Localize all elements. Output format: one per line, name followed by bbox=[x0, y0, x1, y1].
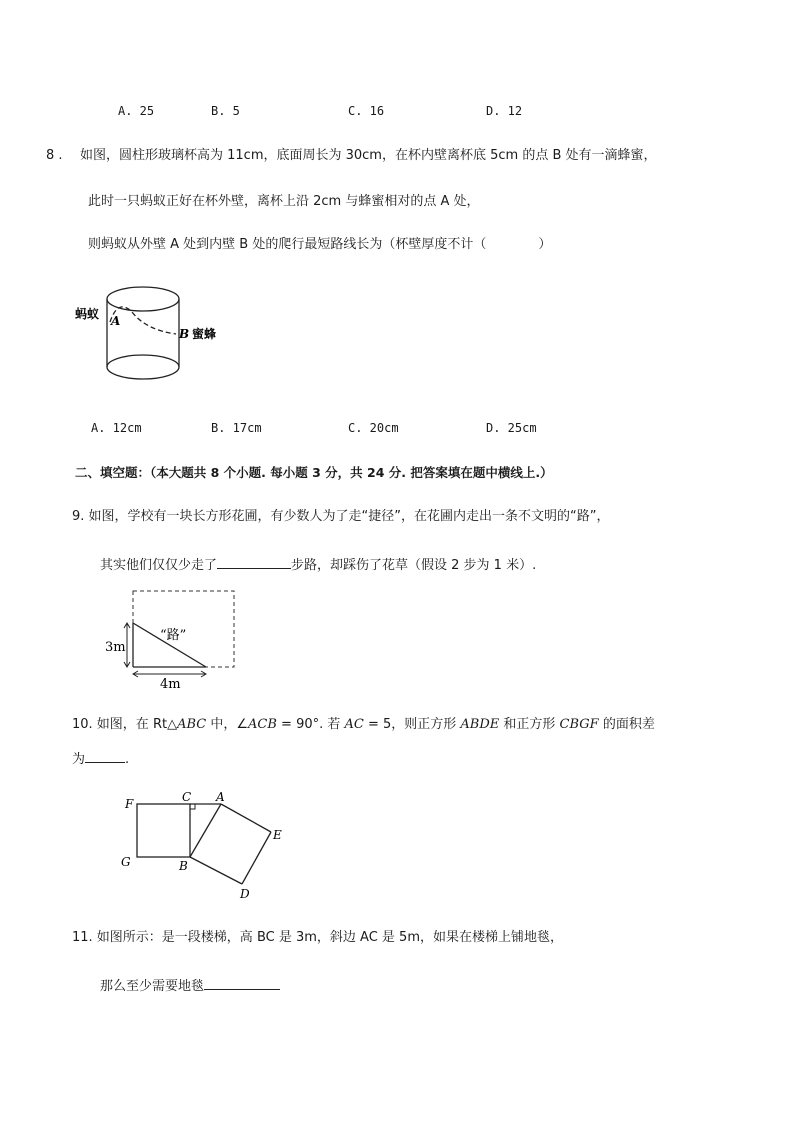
q9-line2-b: 步路，却踩伤了花草（假设 2 步为 1 米）. bbox=[291, 558, 537, 573]
q10-line1-b: ABC bbox=[177, 717, 207, 732]
q8-line3 bbox=[88, 236, 551, 254]
q7-option-a: A. 25 bbox=[118, 104, 155, 118]
label-a: A bbox=[216, 790, 225, 804]
q11-answer-blank[interactable] bbox=[204, 975, 280, 990]
point-b-label: B bbox=[179, 327, 190, 341]
q7-option-c: C. 16 bbox=[348, 104, 385, 118]
q10-line1-e: = 90°. 若 bbox=[276, 717, 345, 732]
q9-answer-blank[interactable] bbox=[217, 554, 291, 569]
q7-option-d: D. 12 bbox=[486, 104, 523, 118]
label-c: C bbox=[182, 790, 192, 804]
q8-option-a: A. 12cm bbox=[91, 421, 142, 435]
point-a-label: A bbox=[111, 314, 121, 328]
q10-line1 bbox=[72, 716, 655, 734]
label-g: G bbox=[121, 855, 131, 869]
q11-line2-text: 那么至少需要地毯 bbox=[100, 979, 205, 994]
height-label: 3m bbox=[105, 640, 126, 655]
q10-line2-a: 为 bbox=[72, 752, 86, 767]
cylinder-figure bbox=[70, 278, 217, 390]
q10-line1-i: 和正方形 bbox=[499, 717, 560, 732]
label-b: B bbox=[179, 859, 188, 873]
q10-line1-f: AC bbox=[344, 717, 364, 732]
road-label: “路” bbox=[160, 628, 187, 643]
q10-line1-a: 10. 如图，在 Rt△ bbox=[72, 717, 178, 732]
q9-line2-a: 其实他们仅仅少走了 bbox=[100, 558, 218, 573]
q8-option-c: C. 20cm bbox=[348, 421, 399, 435]
q8-line3-text: 则蚂蚁从外壁 A 处到内壁 B 处的爬行最短路线长为（杯壁厚度不计（ bbox=[88, 237, 487, 252]
q8-line2: 此时一只蚂蚁正好在杯外壁，离杯上沿 2cm 与蜂蜜相对的点 A 处， bbox=[88, 194, 480, 209]
garden-figure bbox=[100, 585, 240, 691]
ant-label: 蚂蚁 bbox=[75, 307, 100, 321]
q8-line1: 如图，圆柱形玻璃杯高为 11cm，底面周长为 30cm，在杯内壁离杯底 5cm 的点 B 处有一滴蜂蜜， bbox=[80, 148, 657, 163]
q9-line1: 9. 如图，学校有一块长方形花圃，有少数人为了走“捷径”，在花圃内走出一条不文明的“路”， bbox=[72, 509, 610, 524]
q8-number: 8 . bbox=[46, 148, 63, 163]
bee-label: 蜜蜂 bbox=[192, 327, 217, 341]
q10-line1-g: = 5，则正方形 bbox=[363, 717, 461, 732]
q10-line1-j: CBGF bbox=[559, 717, 599, 732]
squares-figure bbox=[115, 788, 295, 903]
q10-line2-b: . bbox=[125, 752, 130, 767]
q10-line1-c: 中，∠ bbox=[206, 717, 249, 732]
width-label: 4m bbox=[160, 677, 181, 692]
q8-option-b: B. 17cm bbox=[211, 421, 262, 435]
q9-line2 bbox=[100, 554, 536, 575]
q8-option-d: D. 25cm bbox=[486, 421, 537, 435]
q10-line1-k: 的面积差 bbox=[598, 717, 655, 732]
q11-line1: 11. 如图所示：是一段楼梯，高 BC 是 3m，斜边 AC 是 5m，如果在楼梯上铺地毯， bbox=[72, 930, 563, 945]
q10-answer-blank[interactable] bbox=[85, 748, 125, 763]
q10-line1-h: ABDE bbox=[460, 717, 500, 732]
q10-line1-d: ACB bbox=[248, 717, 277, 732]
q10-line2 bbox=[72, 748, 129, 769]
q7-option-b: B. 5 bbox=[211, 104, 240, 118]
label-d: D bbox=[240, 887, 250, 901]
section-title: 二、填空题：（本大题共 8 个小题. 每小题 3 分，共 24 分. 把答案填在题中横线上.） bbox=[75, 465, 553, 480]
q8-line3-end: ） bbox=[538, 237, 552, 252]
label-e: E bbox=[273, 828, 282, 842]
label-f: F bbox=[125, 797, 134, 811]
q11-line2 bbox=[100, 975, 280, 996]
